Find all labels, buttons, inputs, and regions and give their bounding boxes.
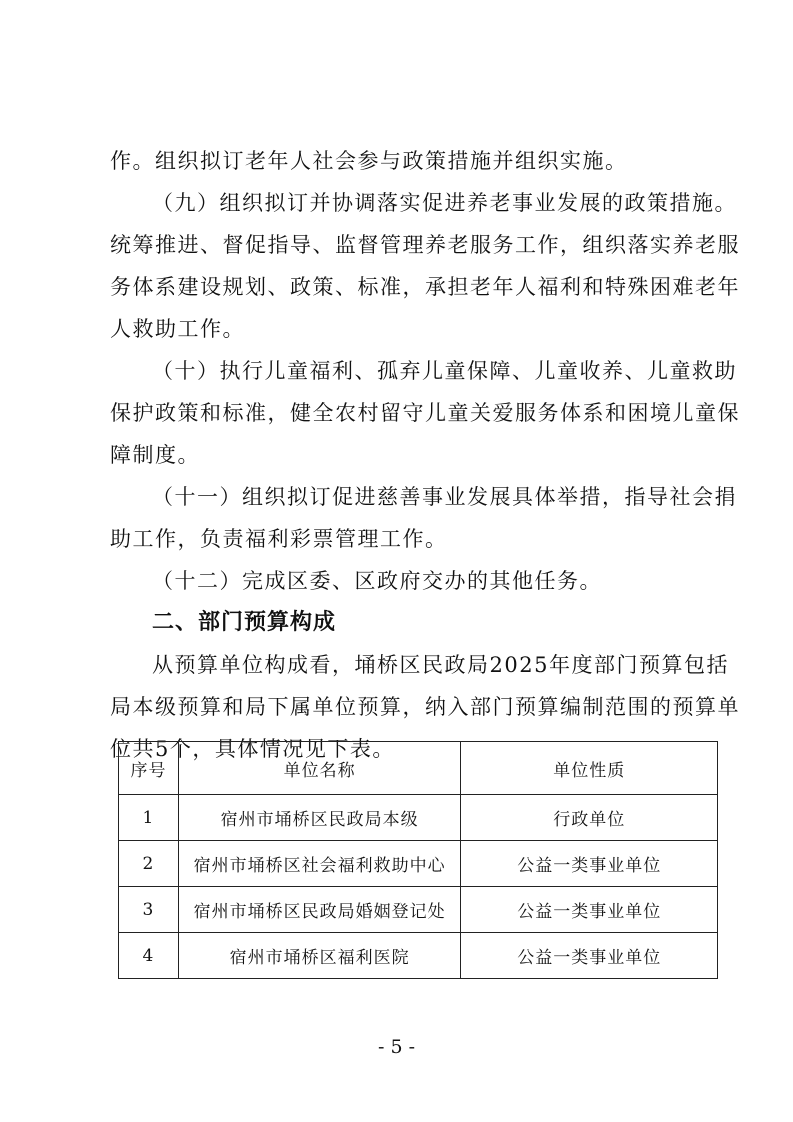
table-row bbox=[119, 933, 718, 979]
table-row bbox=[119, 887, 718, 933]
table-header-row bbox=[119, 742, 718, 795]
paragraph-line: 保护政策和标准，健全农村留守儿童关爱服务体系和困境儿童保 bbox=[110, 401, 740, 425]
paragraph-line: 人救助工作。 bbox=[110, 317, 245, 341]
paragraph-line: 务体系建设规划、政策、标准，承担老年人福利和特殊困难老年 bbox=[110, 275, 740, 299]
intro-line: 局本级预算和局下属单位预算，纳入部门预算编制范围的预算单 bbox=[110, 695, 740, 719]
paragraph-line: （十二）完成区委、区政府交办的其他任务。 bbox=[152, 569, 602, 593]
budget-units-table bbox=[118, 741, 718, 979]
paragraph-line: 障制度。 bbox=[110, 443, 200, 467]
cell-unit-type: 行政单位 bbox=[461, 795, 718, 841]
paragraph-line: 助工作，负责福利彩票管理工作。 bbox=[110, 527, 448, 551]
cell-unit-name: 宿州市埇桥区福利医院 bbox=[178, 933, 461, 979]
paragraph-line: （十）执行儿童福利、孤弃儿童保障、儿童收养、儿童救助 bbox=[152, 359, 737, 383]
cell-unit-name: 宿州市埇桥区社会福利救助中心 bbox=[178, 841, 461, 887]
header-unit-type: 单位性质 bbox=[461, 742, 718, 795]
cell-index: 4 bbox=[119, 933, 179, 979]
paragraph-line: （九）组织拟订并协调落实促进养老事业发展的政策措施。 bbox=[152, 191, 737, 215]
cell-index: 2 bbox=[119, 841, 179, 887]
section-heading: 二、部门预算构成 bbox=[152, 610, 337, 635]
cell-unit-name: 宿州市埇桥区民政局本级 bbox=[178, 795, 461, 841]
cell-index: 1 bbox=[119, 795, 179, 841]
cell-unit-type: 公益一类事业单位 bbox=[461, 887, 718, 933]
table-row bbox=[119, 795, 718, 841]
paragraph-line: 作。组织拟订老年人社会参与政策措施并组织实施。 bbox=[110, 149, 628, 173]
header-unit-name: 单位名称 bbox=[178, 742, 461, 795]
page-number: - 5 - bbox=[377, 1036, 415, 1058]
cell-index: 3 bbox=[119, 887, 179, 933]
cell-unit-type: 公益一类事业单位 bbox=[461, 841, 718, 887]
intro-line: 位共5个，具体情况见下表。 bbox=[110, 737, 395, 761]
header-index: 序号 bbox=[119, 742, 179, 795]
cell-unit-type: 公益一类事业单位 bbox=[461, 933, 718, 979]
intro-line: 从预算单位构成看，埇桥区民政局2025年度部门预算包括 bbox=[152, 653, 729, 677]
cell-unit-name: 宿州市埇桥区民政局婚姻登记处 bbox=[178, 887, 461, 933]
paragraph-line: 统筹推进、督促指导、监督管理养老服务工作，组织落实养老服 bbox=[110, 233, 740, 257]
paragraph-line: （十一）组织拟订促进慈善事业发展具体举措，指导社会捐 bbox=[152, 485, 737, 509]
table-row bbox=[119, 841, 718, 887]
